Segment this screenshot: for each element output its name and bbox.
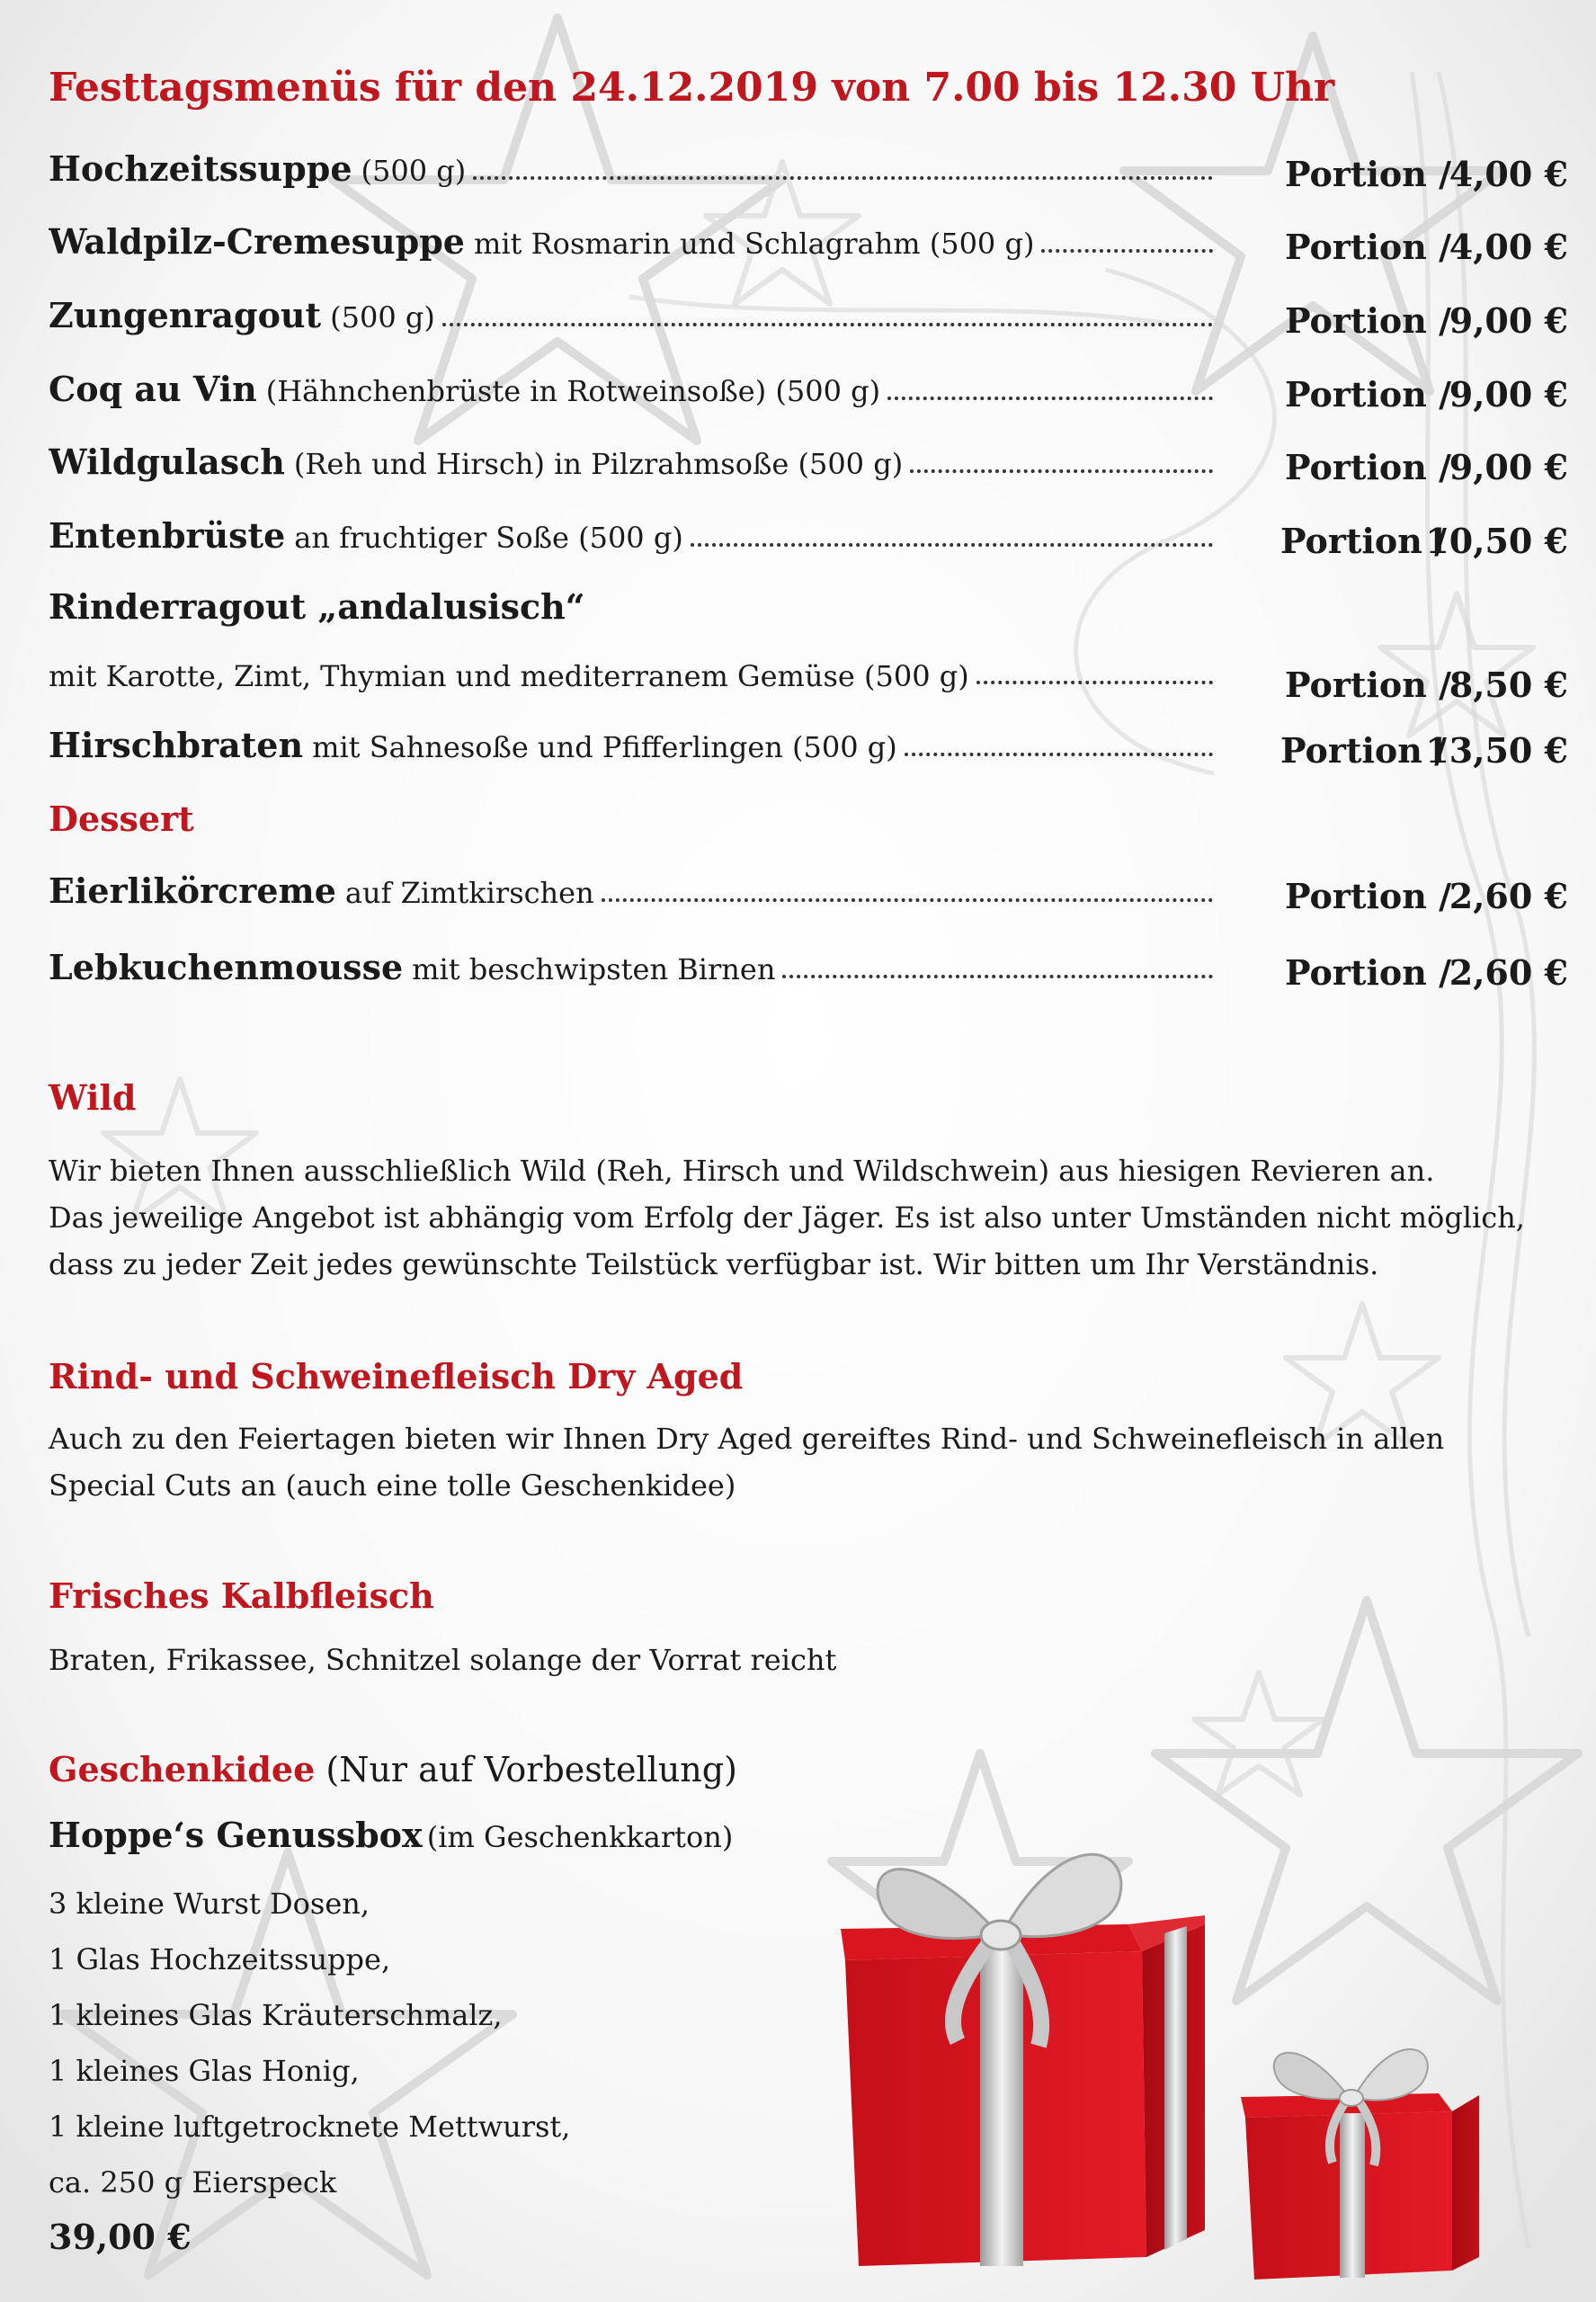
genussbox-name: Hoppe‘s Genussbox <box>49 1815 423 1855</box>
list-item: 3 kleine Wurst Dosen, <box>49 1887 370 1921</box>
dot-leader <box>910 469 1213 473</box>
menu-item-name: Eierlikörcreme <box>49 870 336 911</box>
geschenk-heading-row <box>49 1749 737 1789</box>
menu-item-name: Lebkuchenmousse <box>49 947 404 987</box>
menu-item-desc: (500 g) <box>361 154 467 188</box>
dot-leader <box>602 898 1213 902</box>
menu-item <box>49 725 1568 775</box>
genussbox-title-row <box>49 1815 733 1855</box>
kalbfleisch-heading: Frisches Kalbfleisch <box>49 1575 434 1616</box>
menu-item-price: 9,00 € <box>1449 447 1568 487</box>
wild-heading: Wild <box>49 1077 137 1118</box>
menu-item-name: Hirschbraten <box>49 725 304 765</box>
menu-item-price: 2,60 € <box>1449 952 1568 993</box>
text-line: Special Cuts an (auch eine tolle Geschenkidee) <box>49 1468 736 1503</box>
genussbox-note: (im Geschenkkarton) <box>426 1820 734 1854</box>
menu-item <box>49 295 1568 345</box>
geschenk-note: (Nur auf Vorbestellung) <box>325 1750 737 1789</box>
portion-label: Portion / <box>1280 521 1447 561</box>
portion-label: Portion / <box>1285 300 1451 341</box>
menu-item-price: 4,00 € <box>1449 154 1568 194</box>
portion-label: Portion / <box>1280 730 1447 771</box>
menu-item <box>49 659 1568 709</box>
menu-item <box>49 369 1568 419</box>
dot-leader <box>905 753 1213 756</box>
menu-item-price: 9,00 € <box>1449 300 1568 341</box>
text-line: Braten, Frikassee, Schnitzel solange der Vorrat reicht <box>49 1643 837 1677</box>
dry-aged-text <box>49 1415 1505 1509</box>
menu-item-desc: mit Rosmarin und Schlagrahm (500 g) <box>473 227 1035 261</box>
portion-label: Portion / <box>1285 374 1451 415</box>
genussbox-contents <box>49 1876 570 2210</box>
menu-item-name: Hochzeitssuppe <box>49 148 352 189</box>
menu-item-name: Rinderragout „andalusisch“ <box>49 586 585 627</box>
menu-item <box>49 947 1568 997</box>
text-line: Wir bieten Ihnen ausschließlich Wild (Reh, Hirsch und Wildschwein) aus hiesigen Revieren an. <box>49 1154 1435 1188</box>
dot-leader <box>691 543 1213 547</box>
wild-text <box>49 1147 1525 1288</box>
page-title: Festtagsmenüs für den 24.12.2019 von 7.00 bis 12.30 Uhr <box>49 65 1335 111</box>
genussbox-price: 39,00 € <box>49 2217 192 2257</box>
menu-item-price: 4,00 € <box>1449 227 1568 267</box>
list-item: 1 kleines Glas Honig, <box>49 2054 360 2088</box>
menu-item-desc: mit Karotte, Zimt, Thymian und mediterranem Gemüse (500 g) <box>49 659 969 693</box>
menu-item-price: 10,50 € <box>1425 521 1568 561</box>
dry-aged-heading: Rind- und Schweinefleisch Dry Aged <box>49 1356 744 1396</box>
list-item: 1 kleines Glas Kräuterschmalz, <box>49 1998 503 2032</box>
menu-item-desc: (500 g) <box>330 300 435 335</box>
portion-label: Portion / <box>1285 227 1451 267</box>
menu-item-name: Wildgulasch <box>49 442 285 482</box>
geschenk-heading: Geschenkidee <box>49 1749 316 1789</box>
menu-item <box>49 515 1568 566</box>
dot-leader <box>442 323 1213 326</box>
list-item: 1 kleine luftgetrocknete Mettwurst, <box>49 2110 571 2144</box>
menu-item-desc: auf Zimtkirschen <box>344 876 594 910</box>
menu-item-name: Waldpilz-Cremesuppe <box>49 221 465 262</box>
menu-item-desc: mit beschwipsten Birnen <box>412 952 776 986</box>
portion-label: Portion / <box>1285 447 1451 487</box>
list-item: 1 Glas Hochzeitssuppe, <box>49 1942 391 1976</box>
menu-item-price: 9,00 € <box>1449 374 1568 415</box>
dot-leader <box>1041 249 1213 253</box>
list-item: ca. 250 g Eierspeck <box>49 2165 337 2199</box>
menu-item <box>49 870 1568 921</box>
menu-item-name: Coq au Vin <box>49 369 257 409</box>
menu-item-price: 2,60 € <box>1449 876 1568 916</box>
portion-label: Portion / <box>1285 154 1451 194</box>
dot-leader <box>887 397 1213 400</box>
portion-label: Portion / <box>1285 876 1451 916</box>
text-line: Das jeweilige Angebot ist abhängig vom Erfolg der Jäger. Es ist also unter Umständen nicht möglich, <box>49 1200 1525 1235</box>
dot-leader <box>473 176 1213 180</box>
portion-label: Portion / <box>1285 665 1451 705</box>
menu-item <box>49 221 1568 272</box>
menu-item <box>49 442 1568 492</box>
text-line: dass zu jeder Zeit jedes gewünschte Teilstück verfügbar ist. Wir bitten um Ihr Verständnis. <box>49 1247 1379 1281</box>
dessert-heading: Dessert <box>49 799 194 839</box>
dot-leader <box>782 975 1213 978</box>
dot-leader <box>976 681 1213 684</box>
menu-item-name: Entenbrüste <box>49 515 286 556</box>
menu-item-desc: an fruchtiger Soße (500 g) <box>294 521 683 555</box>
menu-item-price: 8,50 € <box>1449 665 1568 705</box>
menu-item-desc: (Reh und Hirsch) in Pilzrahmsoße (500 g) <box>293 447 904 481</box>
menu-item-price: 13,50 € <box>1425 730 1568 771</box>
text-line: Auch zu den Feiertagen bieten wir Ihnen Dry Aged gereiftes Rind- und Schweinefleisch in allen <box>49 1422 1445 1456</box>
menu-item <box>49 148 1568 199</box>
menu-item-desc: (Hähnchenbrüste in Rotweinsoße) (500 g) <box>265 374 881 408</box>
menu-item-desc: mit Sahnesoße und Pfifferlingen (500 g) <box>312 730 897 764</box>
kalbfleisch-text <box>49 1637 1505 1683</box>
portion-label: Portion / <box>1285 952 1451 993</box>
menu-item-name: Zungenragout <box>49 295 322 335</box>
